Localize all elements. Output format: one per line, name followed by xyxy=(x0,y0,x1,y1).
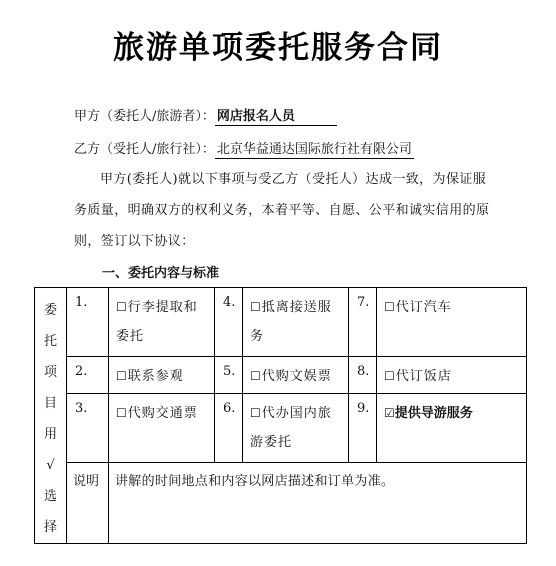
item-label: 联系参观 xyxy=(127,368,184,384)
checkbox-icon[interactable]: ☐ xyxy=(250,406,262,421)
item-label: 行李提取和委托 xyxy=(116,300,198,344)
section-heading: 一、委托内容与标准 xyxy=(102,266,220,281)
item-number: 3. xyxy=(67,394,109,463)
party-a-value: 网店报名人员 xyxy=(215,105,337,126)
note-text: 讲解的时间地点和内容以网店描述和订单为准。 xyxy=(109,462,527,543)
item-option[interactable] xyxy=(109,288,215,357)
checkbox-icon[interactable]: ☐ xyxy=(116,300,128,314)
checkbox-icon[interactable]: ☐ xyxy=(384,300,396,314)
item-option-selected[interactable] xyxy=(377,394,527,463)
item-option[interactable] xyxy=(109,394,215,463)
item-label: 代办国内旅游委托 xyxy=(250,406,332,451)
item-option[interactable] xyxy=(243,394,349,463)
checked-checkbox-icon[interactable]: ☑ xyxy=(384,406,395,421)
item-number: 4. xyxy=(215,288,243,357)
side-label-char: 项 xyxy=(43,365,57,380)
item-label: 代购交通票 xyxy=(127,406,198,422)
checkbox-icon[interactable]: ☐ xyxy=(250,300,262,314)
party-a-label: 甲方（委托人/旅游者）： xyxy=(74,109,215,124)
checkbox-icon[interactable]: ☐ xyxy=(116,406,128,421)
side-label-char: 托 xyxy=(43,334,57,349)
item-label: 代订饭店 xyxy=(395,368,452,384)
side-label-char: 选 xyxy=(43,489,57,504)
item-number: 7. xyxy=(349,288,377,357)
item-number: 9. xyxy=(349,394,377,463)
checkbox-icon[interactable]: ☐ xyxy=(384,368,396,383)
item-number: 6. xyxy=(215,394,243,463)
side-label-char: 目 xyxy=(43,396,57,411)
item-number: 2. xyxy=(67,356,109,393)
note-label: 说明 xyxy=(67,462,109,543)
item-option[interactable] xyxy=(377,288,527,357)
item-number: 8. xyxy=(349,356,377,393)
side-label-char: 用 xyxy=(43,427,57,442)
side-label-char: √ xyxy=(46,458,55,473)
party-b-line xyxy=(74,138,414,159)
party-b-label: 乙方（受托人/旅行社）： xyxy=(74,142,215,157)
item-option[interactable] xyxy=(243,356,349,393)
contract-title: 旅游单项委托服务合同 xyxy=(113,30,443,66)
item-label: 抵离接送服务 xyxy=(250,300,332,344)
item-option[interactable] xyxy=(109,356,215,393)
item-label: 代购文娱票 xyxy=(261,368,332,384)
item-number: 5. xyxy=(215,356,243,393)
item-label: 代订汽车 xyxy=(395,300,452,315)
item-option[interactable] xyxy=(243,288,349,357)
checkbox-icon[interactable]: ☐ xyxy=(250,368,262,383)
party-b-value: 北京华益通达国际旅行社有限公司 xyxy=(215,138,414,159)
item-number: 1. xyxy=(67,288,109,357)
item-label: 提供导游服务 xyxy=(394,406,473,422)
checkbox-icon[interactable]: ☐ xyxy=(116,368,128,383)
side-label xyxy=(35,288,67,544)
delegation-items-table xyxy=(34,287,527,544)
side-label-char: 择 xyxy=(43,520,57,535)
side-label-char: 委 xyxy=(43,303,57,318)
party-a-line xyxy=(74,105,337,126)
item-option[interactable] xyxy=(377,356,527,393)
intro-paragraph: 甲方(委托人)就以下事项与受乙方（受托人）达成一致，为保证服务质量，明确双方的权利义务，本着平等、自愿、公平和诚实信用的原则，签订以下协议： xyxy=(74,172,490,249)
